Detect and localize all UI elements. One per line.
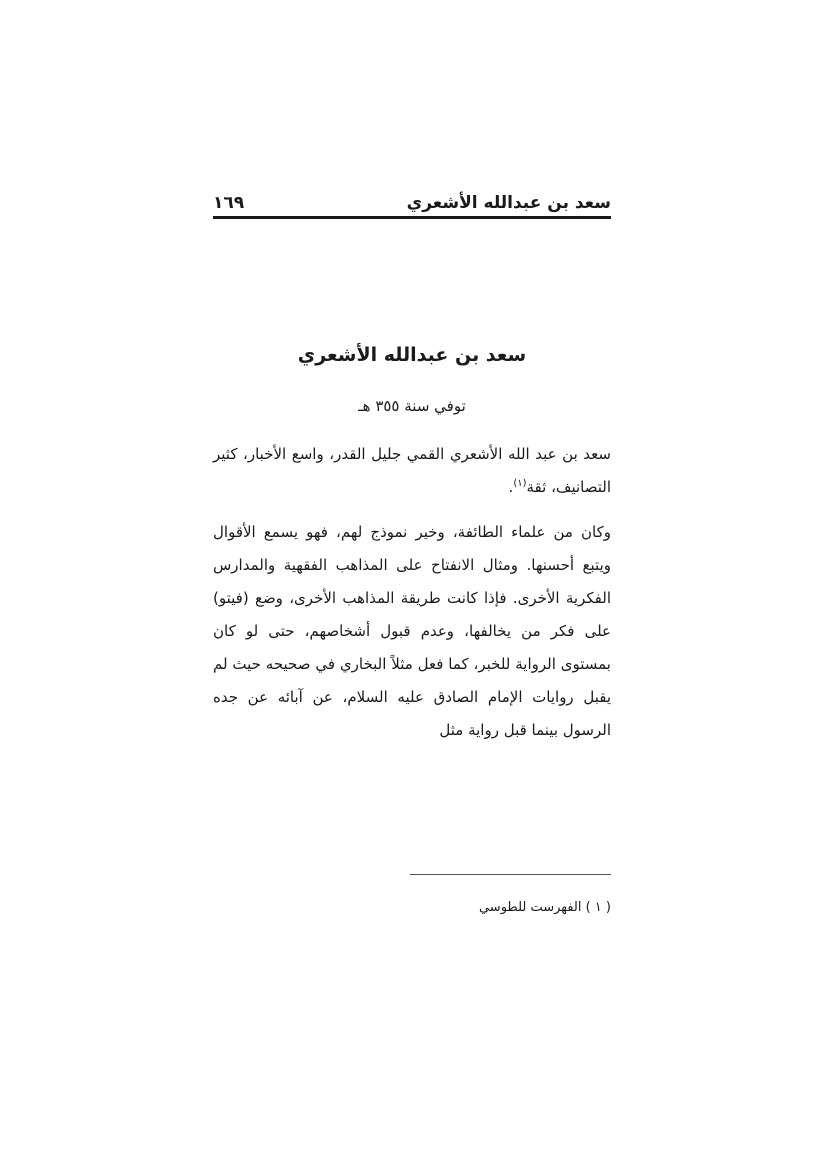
paragraph-1 [213,438,611,504]
death-date: توفي سنة ٣٥٥ هـ [358,397,466,415]
running-header-title: سعد بن عبدالله الأشعري [406,193,611,213]
footnote: ( ١ ) الفهرست للطوسي [478,900,611,915]
paragraph-2: وكان من علماء الطائفة، وخير نموذج لهم، فهو يسمع الأقوال ويتبع أحسنها. ومثال الانفتاح على المذاهب الفقهية والمدارس الفكرية الأخرى. فإذا كانت طريقة المذاهب الأخرى، وضع (فيتو) على فكر من يخالفها، وعدم قبول أشخاصهم، حتى لو كان بمستوى الرواية للخبر، كما فعل مثلاً البخاري في صحيحه حيث لم يقبل روايات الإمام الصادق عليه السلام، عن آبائه عن جده الرسول بينما قبل رواية مثل [213,523,611,739]
header-rule [213,216,611,219]
section-heading: سعد بن عبدالله الأشعري [297,344,527,366]
footnote-reference: (١) [513,478,527,489]
running-header [213,190,611,218]
page-number: ١٦٩ [213,193,245,213]
paragraph-1-end: . [508,478,514,496]
main-text [213,340,611,747]
footnote-rule [410,874,611,875]
paragraph-1-text: سعد بن عبد الله الأشعري القمي جليل القدر، واسع الأخبار، كثير التصانيف، ثقة [213,445,611,496]
